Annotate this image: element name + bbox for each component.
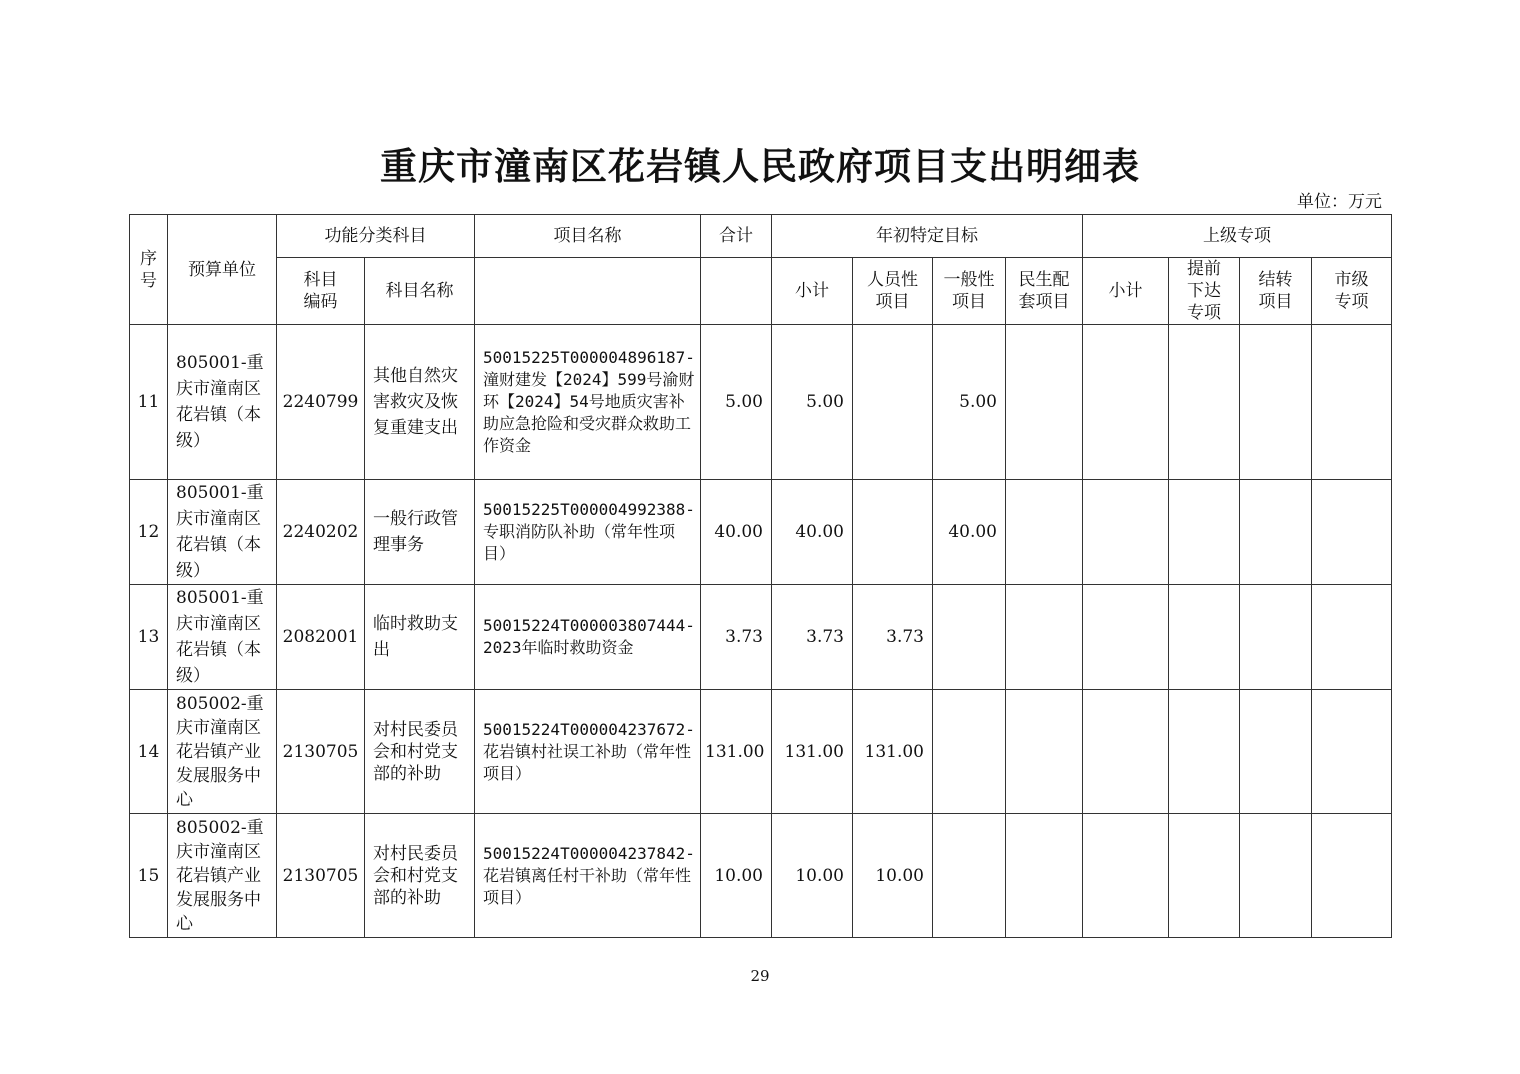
row-advance bbox=[1169, 325, 1240, 480]
row-municipal bbox=[1312, 690, 1392, 814]
table-row bbox=[130, 585, 1392, 690]
row-annual-subtotal: 3.73 bbox=[772, 585, 853, 690]
header-total-blank bbox=[701, 258, 772, 325]
header-annual-target: 年初特定目标 bbox=[772, 215, 1083, 258]
row-municipal bbox=[1312, 585, 1392, 690]
row-advance bbox=[1169, 585, 1240, 690]
row-total: 40.00 bbox=[701, 480, 772, 585]
row-general bbox=[933, 690, 1006, 814]
row-advance bbox=[1169, 814, 1240, 938]
project-expenditure-table bbox=[129, 214, 1392, 938]
table-row bbox=[130, 325, 1392, 480]
row-total: 5.00 bbox=[701, 325, 772, 480]
header-func-class: 功能分类科目 bbox=[277, 215, 475, 258]
row-annual-subtotal: 131.00 bbox=[772, 690, 853, 814]
row-municipal bbox=[1312, 325, 1392, 480]
header-project-name-blank bbox=[475, 258, 701, 325]
row-carryover bbox=[1240, 814, 1312, 938]
table-row bbox=[130, 690, 1392, 814]
header-row-2 bbox=[130, 258, 1392, 325]
header-municipal: 市级专项 bbox=[1312, 258, 1392, 325]
row-personnel: 131.00 bbox=[853, 690, 933, 814]
header-general: 一般性项目 bbox=[933, 258, 1006, 325]
header-superior: 上级专项 bbox=[1083, 215, 1392, 258]
row-superior-subtotal bbox=[1083, 585, 1169, 690]
row-seq: 13 bbox=[130, 585, 168, 690]
row-carryover bbox=[1240, 480, 1312, 585]
row-project-name: 50015225T000004896187-潼财建发【2024】599号渝财环【2024】54号地质灾害补助应急抢险和受灾群众救助工作资金 bbox=[475, 325, 701, 480]
row-subject-name: 对村民委员会和村党支部的补助 bbox=[365, 690, 475, 814]
row-budget-unit: 805001-重庆市潼南区花岩镇（本级） bbox=[168, 480, 277, 585]
row-advance bbox=[1169, 690, 1240, 814]
row-personnel: 10.00 bbox=[853, 814, 933, 938]
row-livelihood bbox=[1006, 690, 1083, 814]
row-advance bbox=[1169, 480, 1240, 585]
table-row bbox=[130, 480, 1392, 585]
row-personnel bbox=[853, 480, 933, 585]
page-number: 29 bbox=[750, 967, 770, 985]
row-total: 3.73 bbox=[701, 585, 772, 690]
table-row bbox=[130, 814, 1392, 938]
header-advance: 提前下达专项 bbox=[1169, 258, 1240, 325]
header-subject-code: 科目编码 bbox=[277, 258, 365, 325]
header-project-name: 项目名称 bbox=[475, 215, 701, 258]
row-project-name: 50015224T000003807444-2023年临时救助资金 bbox=[475, 585, 701, 690]
row-subject-code: 2130705 bbox=[277, 690, 365, 814]
row-subject-code: 2240202 bbox=[277, 480, 365, 585]
header-seq: 序号 bbox=[130, 215, 168, 325]
row-seq: 12 bbox=[130, 480, 168, 585]
row-subject-name: 对村民委员会和村党支部的补助 bbox=[365, 814, 475, 938]
row-subject-code: 2082001 bbox=[277, 585, 365, 690]
row-annual-subtotal: 5.00 bbox=[772, 325, 853, 480]
unit-label: 单位：万元 bbox=[1297, 192, 1382, 212]
row-budget-unit: 805002-重庆市潼南区花岩镇产业发展服务中心 bbox=[168, 814, 277, 938]
row-general bbox=[933, 585, 1006, 690]
row-livelihood bbox=[1006, 480, 1083, 585]
row-seq: 15 bbox=[130, 814, 168, 938]
row-subject-code: 2130705 bbox=[277, 814, 365, 938]
row-carryover bbox=[1240, 690, 1312, 814]
row-livelihood bbox=[1006, 585, 1083, 690]
row-subject-name: 临时救助支出 bbox=[365, 585, 475, 690]
row-municipal bbox=[1312, 480, 1392, 585]
row-superior-subtotal bbox=[1083, 690, 1169, 814]
header-superior-subtotal: 小计 bbox=[1083, 258, 1169, 325]
row-superior-subtotal bbox=[1083, 480, 1169, 585]
header-annual-subtotal: 小计 bbox=[772, 258, 853, 325]
row-project-name: 50015225T000004992388-专职消防队补助（常年性项目） bbox=[475, 480, 701, 585]
row-general: 40.00 bbox=[933, 480, 1006, 585]
row-superior-subtotal bbox=[1083, 325, 1169, 480]
row-livelihood bbox=[1006, 325, 1083, 480]
header-livelihood: 民生配套项目 bbox=[1006, 258, 1083, 325]
row-total: 10.00 bbox=[701, 814, 772, 938]
row-municipal bbox=[1312, 814, 1392, 938]
row-livelihood bbox=[1006, 814, 1083, 938]
row-general: 5.00 bbox=[933, 325, 1006, 480]
header-carryover: 结转项目 bbox=[1240, 258, 1312, 325]
row-personnel bbox=[853, 325, 933, 480]
row-total: 131.00 bbox=[701, 690, 772, 814]
row-project-name: 50015224T000004237672-花岩镇村社误工补助（常年性项目） bbox=[475, 690, 701, 814]
row-superior-subtotal bbox=[1083, 814, 1169, 938]
row-project-name: 50015224T000004237842-花岩镇离任村干补助（常年性项目） bbox=[475, 814, 701, 938]
row-seq: 11 bbox=[130, 325, 168, 480]
row-subject-code: 2240799 bbox=[277, 325, 365, 480]
row-carryover bbox=[1240, 585, 1312, 690]
row-personnel: 3.73 bbox=[853, 585, 933, 690]
row-annual-subtotal: 40.00 bbox=[772, 480, 853, 585]
header-personnel: 人员性项目 bbox=[853, 258, 933, 325]
header-budget-unit: 预算单位 bbox=[168, 215, 277, 325]
row-general bbox=[933, 814, 1006, 938]
header-total: 合计 bbox=[701, 215, 772, 258]
row-annual-subtotal: 10.00 bbox=[772, 814, 853, 938]
page-title: 重庆市潼南区花岩镇人民政府项目支出明细表 bbox=[380, 144, 1140, 188]
header-row-1 bbox=[130, 215, 1392, 258]
row-subject-name: 一般行政管理事务 bbox=[365, 480, 475, 585]
row-budget-unit: 805001-重庆市潼南区花岩镇（本级） bbox=[168, 325, 277, 480]
row-budget-unit: 805001-重庆市潼南区花岩镇（本级） bbox=[168, 585, 277, 690]
header-subject-name: 科目名称 bbox=[365, 258, 475, 325]
row-subject-name: 其他自然灾害救灾及恢复重建支出 bbox=[365, 325, 475, 480]
row-budget-unit: 805002-重庆市潼南区花岩镇产业发展服务中心 bbox=[168, 690, 277, 814]
row-carryover bbox=[1240, 325, 1312, 480]
row-seq: 14 bbox=[130, 690, 168, 814]
